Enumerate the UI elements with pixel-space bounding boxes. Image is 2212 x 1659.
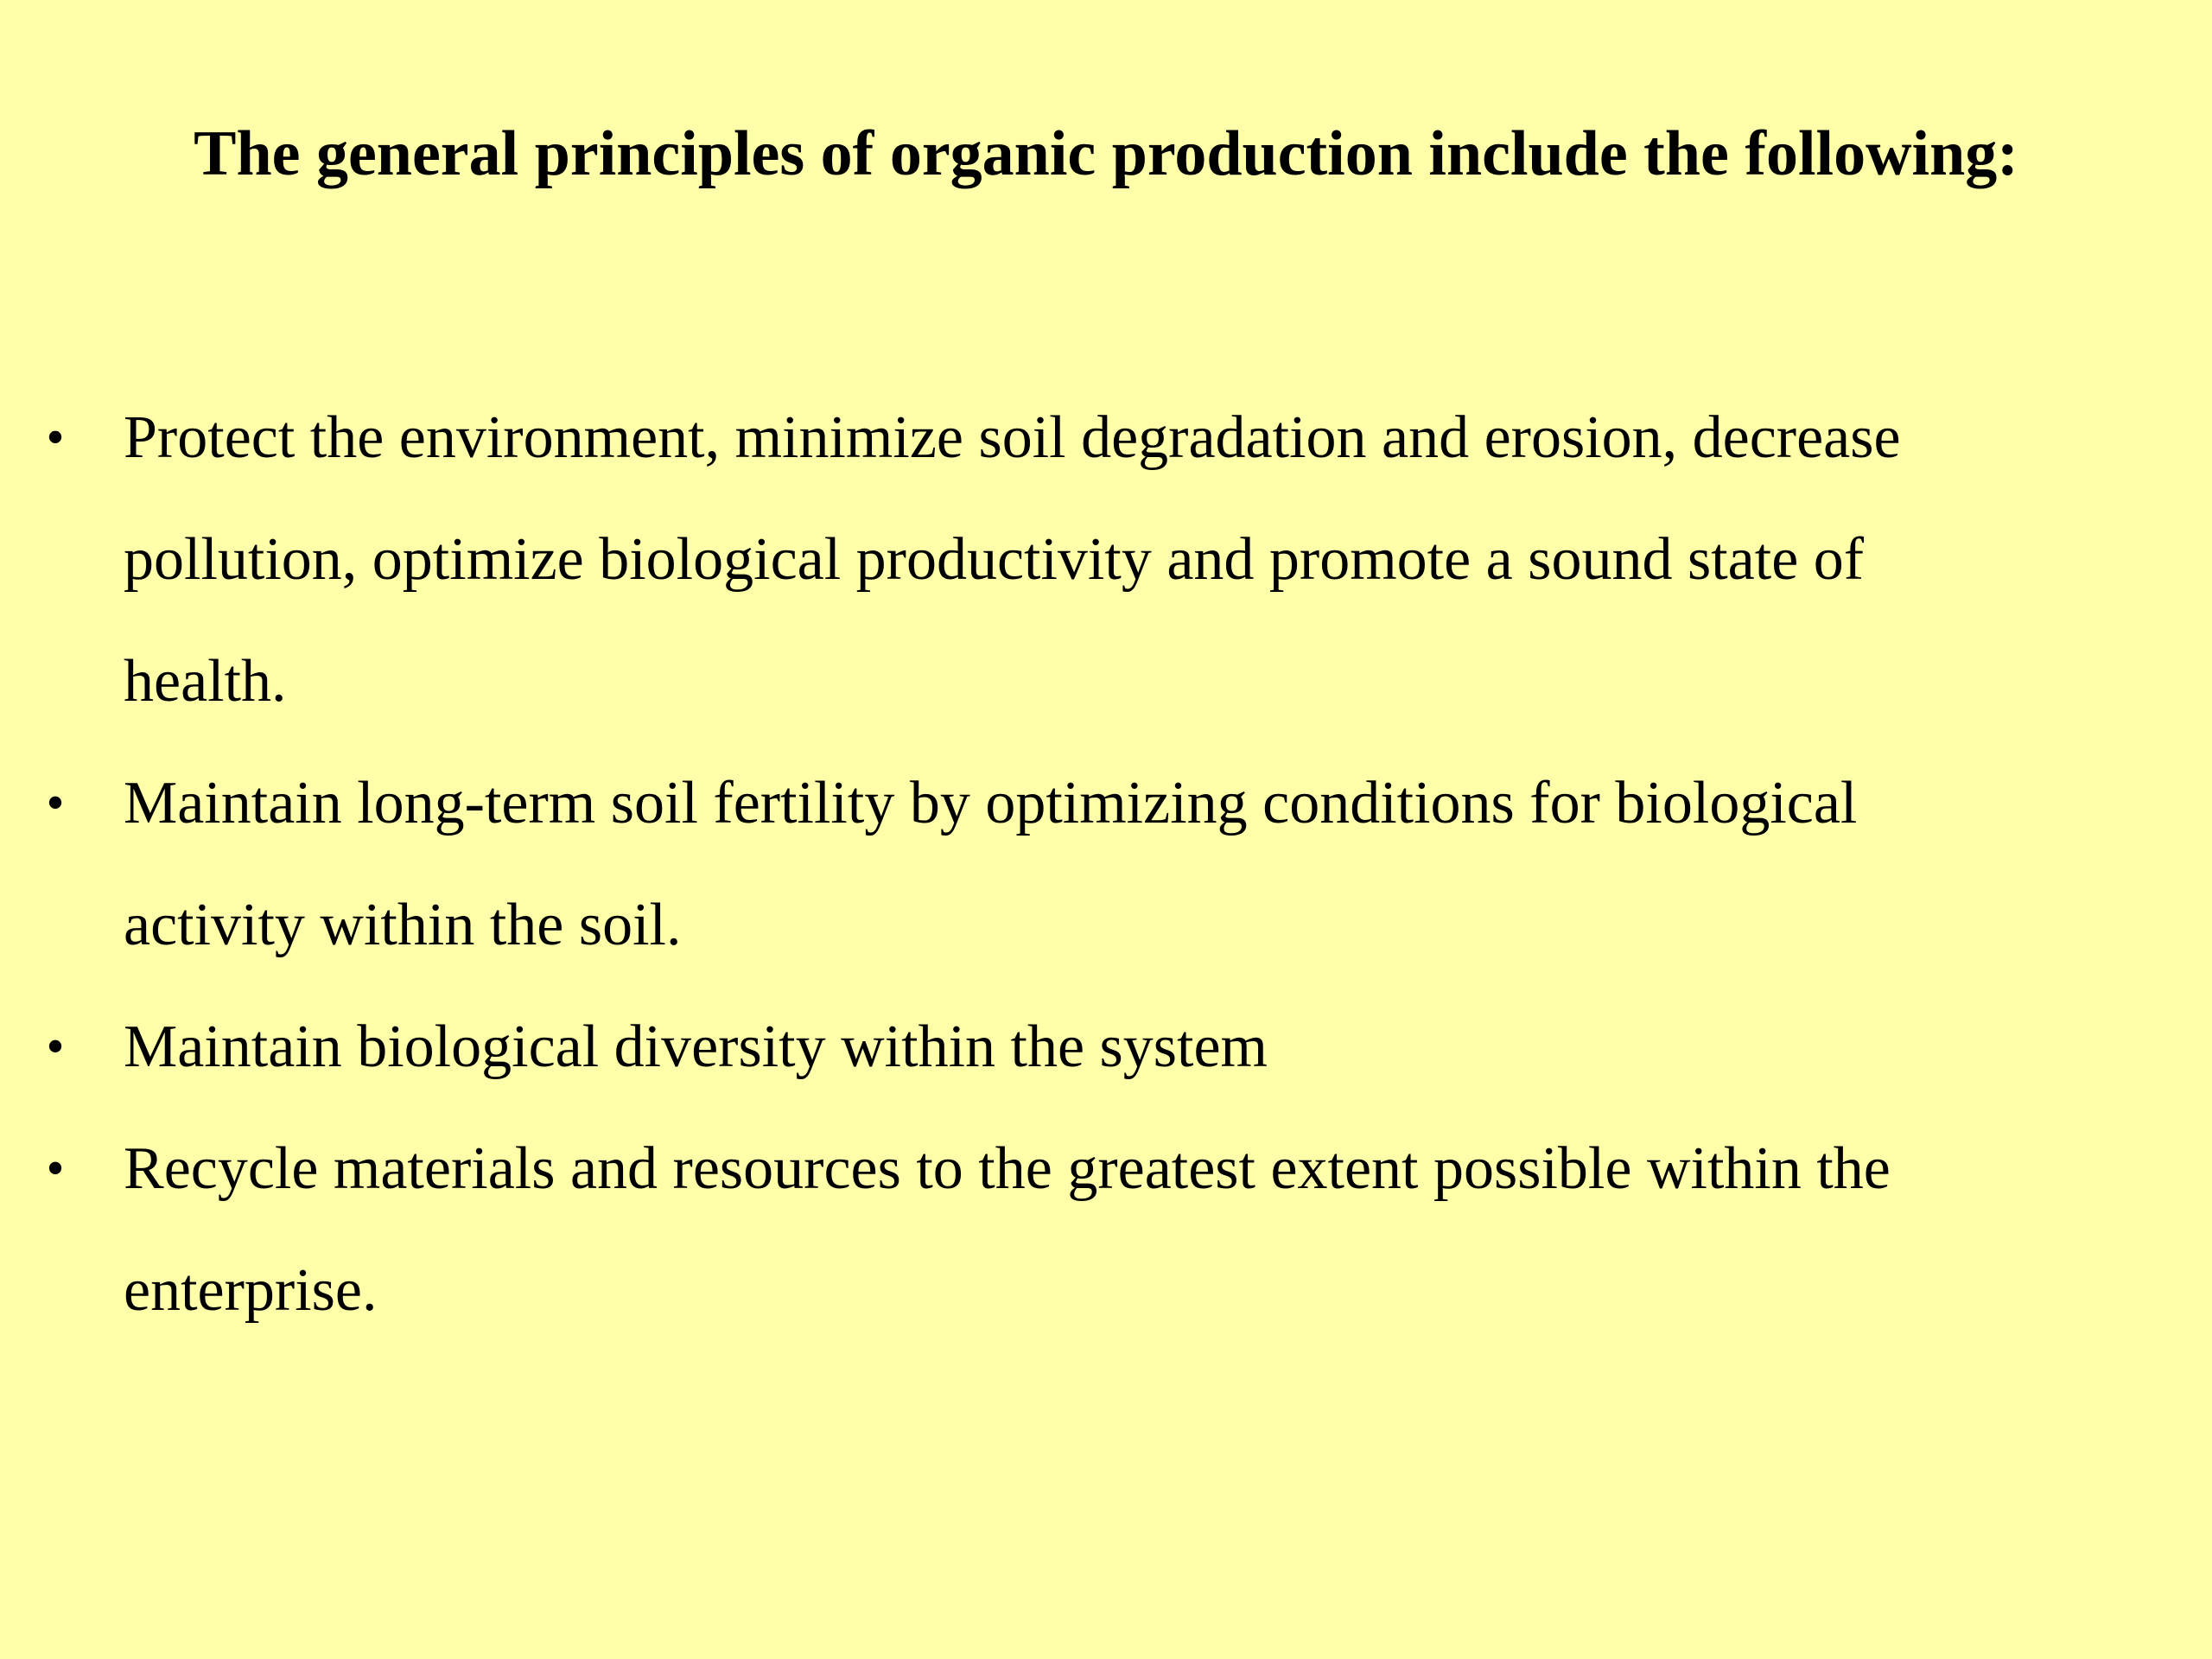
bullet-line: Recycle materials and resources to the greatest extent possible within the — [124, 1135, 1891, 1202]
bullet-line: health. — [124, 648, 287, 715]
bullet-icon: • — [46, 409, 65, 466]
bullet-list — [0, 377, 2212, 1351]
bullet-item-2 — [0, 742, 2212, 986]
bullet-item-1 — [0, 377, 2212, 742]
bullet-line: Maintain biological diversity within the system — [124, 1014, 1268, 1080]
slide-title: The general principles of organic production include the following: — [194, 118, 2018, 189]
bullet-line: pollution, optimize biological productivity and promote a sound state of — [124, 526, 1865, 593]
bullet-icon: • — [46, 774, 65, 831]
bullet-item-3 — [0, 986, 2212, 1108]
bullet-icon: • — [46, 1018, 65, 1075]
bullet-line: Maintain long-term soil fertility by optimizing conditions for biological — [124, 770, 1858, 836]
bullet-line: Protect the environment, minimize soil degradation and erosion, decrease — [124, 404, 1901, 471]
bullet-line: activity within the soil. — [124, 892, 682, 958]
bullet-icon: • — [46, 1140, 65, 1197]
bullet-item-4 — [0, 1108, 2212, 1351]
bullet-line: enterprise. — [124, 1257, 378, 1324]
